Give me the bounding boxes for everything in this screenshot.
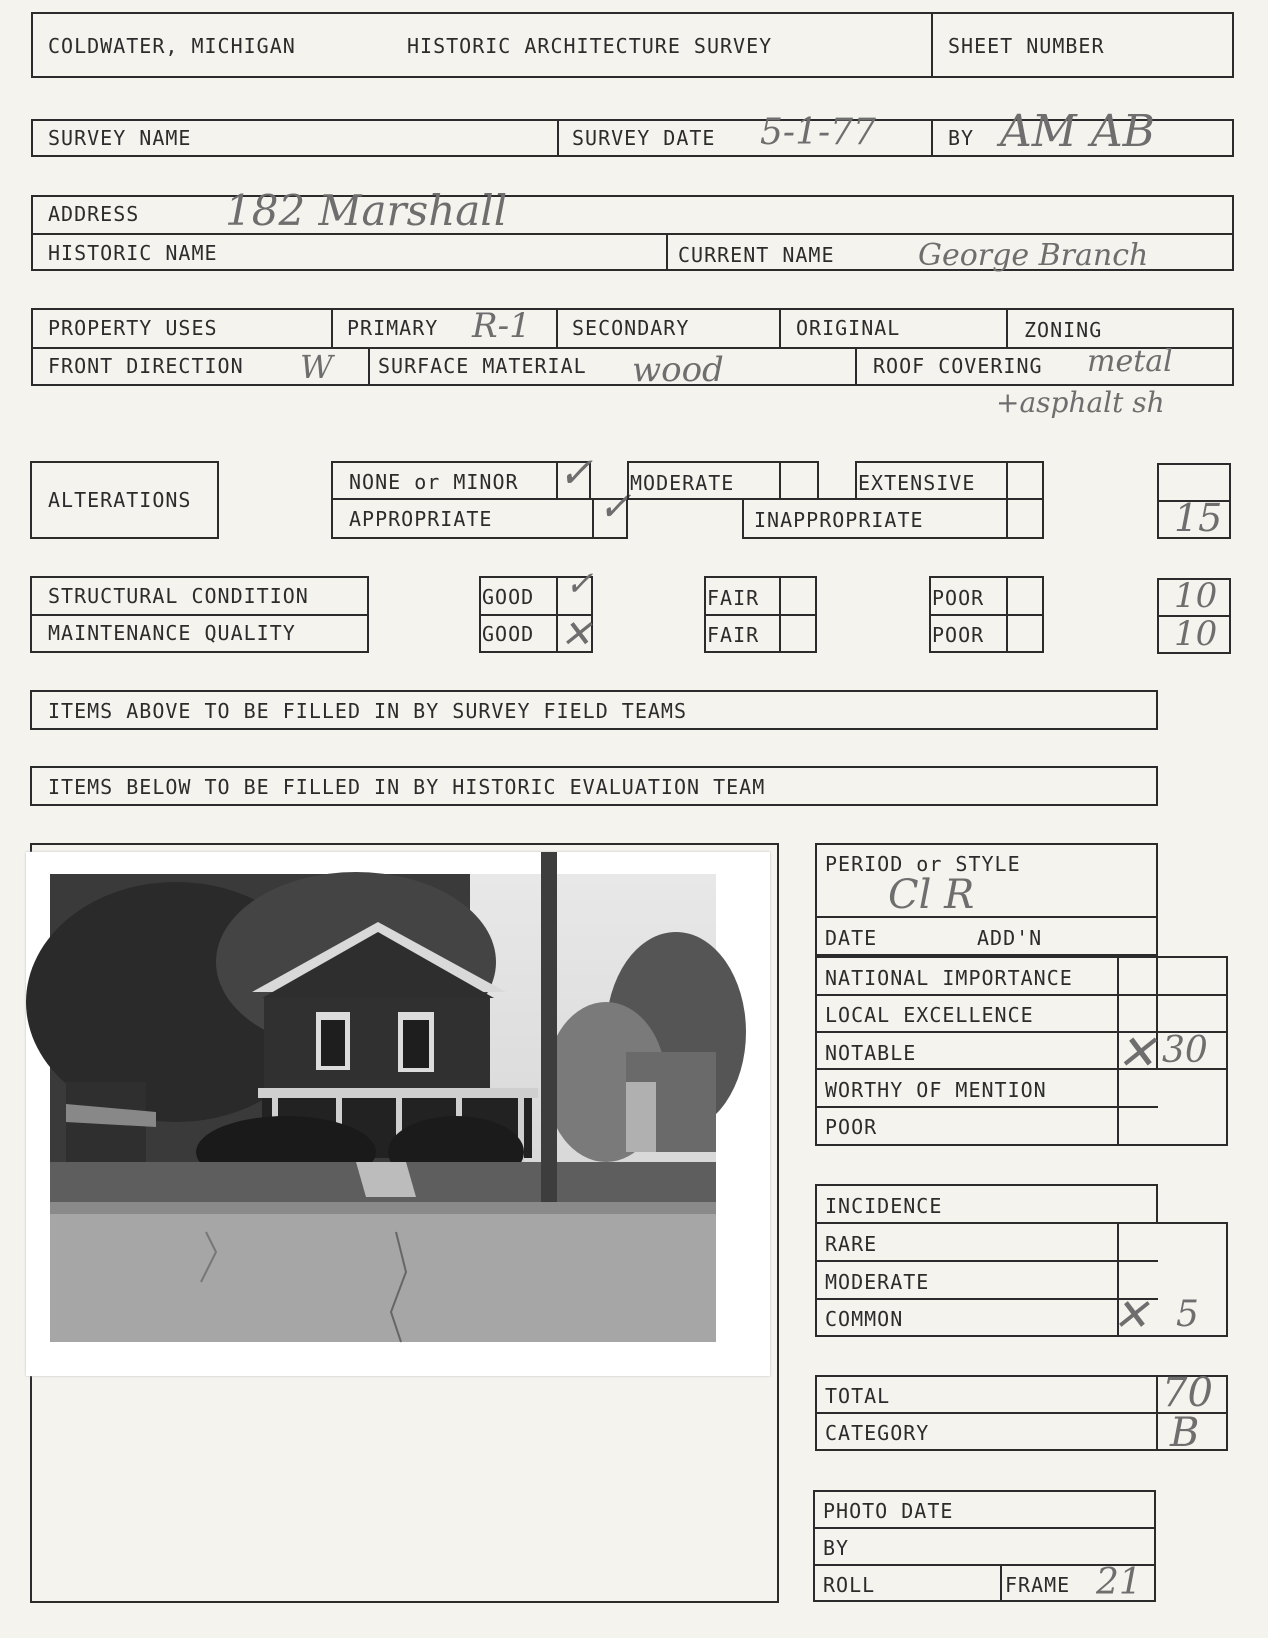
uses-col-2	[556, 308, 558, 347]
notable-label: NOTABLE	[825, 1041, 917, 1065]
roll-frame-divider	[1000, 1564, 1002, 1602]
header-divider	[931, 12, 933, 78]
front-direction-label: FRONT DIRECTION	[48, 354, 244, 378]
survey-date-value: 5-1-77	[760, 112, 876, 153]
structural-score: 10	[1174, 576, 1218, 616]
addn-label: ADD'N	[977, 926, 1043, 950]
structural-good-label: GOOD	[482, 585, 535, 609]
incidence-label: INCIDENCE	[825, 1194, 943, 1218]
inappropriate-divider	[1006, 498, 1008, 539]
good-divider-v	[556, 576, 558, 653]
above-note: ITEMS ABOVE TO BE FILLED IN BY SURVEY FIELD TEAMS	[48, 699, 688, 723]
moderate-divider	[779, 461, 781, 500]
house-photo-image	[26, 852, 770, 1376]
frame-value: 21	[1096, 1562, 1142, 1603]
survey-name-label: SURVEY NAME	[48, 126, 192, 150]
importance-row-4	[815, 1106, 1158, 1108]
below-note: ITEMS BELOW TO BE FILLED IN BY HISTORIC EVALUATION TEAM	[48, 775, 766, 799]
survey-divider-2	[931, 119, 933, 157]
primary-value: R-1	[472, 306, 531, 346]
appropriate-check: ✓	[598, 484, 632, 530]
inappropriate-label: INAPPROPRIATE	[754, 508, 924, 532]
address-label: ADDRESS	[48, 202, 140, 226]
historic-name-label: HISTORIC NAME	[48, 241, 218, 265]
structural-good-check: ✓	[565, 564, 594, 604]
importance-poor-label: POOR	[825, 1115, 878, 1139]
roof-covering-label: ROOF COVERING	[873, 354, 1043, 378]
secondary-label: SECONDARY	[572, 316, 690, 340]
national-importance-label: NATIONAL IMPORTANCE	[825, 966, 1073, 990]
none-minor-label: NONE or MINOR	[349, 470, 519, 494]
maintenance-quality-label: MAINTENANCE QUALITY	[48, 621, 296, 645]
house-photo	[26, 852, 770, 1376]
maintenance-good-label: GOOD	[482, 622, 535, 646]
roof-covering-value-2: +asphalt sh	[996, 386, 1165, 419]
notable-mark: ✕	[1116, 1025, 1157, 1081]
fair-divider-h	[704, 614, 817, 616]
total-value: 70	[1162, 1370, 1213, 1416]
period-label: PERIOD or STYLE	[825, 852, 1021, 876]
total-label: TOTAL	[825, 1384, 891, 1408]
period-value: Cl R	[888, 872, 975, 918]
maintenance-good-cross: ✕	[560, 612, 592, 656]
survey-title: HISTORIC ARCHITECTURE SURVEY	[407, 34, 773, 58]
appropriate-label: APPROPRIATE	[349, 507, 493, 531]
local-excellence-label: LOCAL EXCELLENCE	[825, 1003, 1034, 1027]
maintenance-poor-label: POOR	[932, 623, 985, 647]
appropriate-divider	[592, 498, 594, 539]
survey-by-value: AM AB	[1000, 106, 1155, 157]
totals-col	[1156, 1375, 1158, 1451]
property-uses-label: PROPERTY USES	[48, 316, 218, 340]
alterations-score: 15	[1174, 496, 1223, 540]
worthy-label: WORTHY OF MENTION	[825, 1078, 1047, 1102]
structural-condition-label: STRUCTURAL CONDITION	[48, 584, 309, 608]
current-name-value: George Branch	[918, 238, 1149, 273]
notable-score: 30	[1162, 1030, 1208, 1071]
poor-divider-v	[1006, 576, 1008, 653]
maintenance-fair-label: FAIR	[707, 623, 760, 647]
front-col-2	[855, 347, 857, 386]
category-value: B	[1170, 1410, 1200, 1456]
importance-row-1	[815, 994, 1228, 996]
rare-label: RARE	[825, 1232, 878, 1256]
maintenance-score: 10	[1174, 614, 1218, 654]
uses-divider	[31, 347, 1234, 349]
extensive-divider	[1006, 461, 1008, 500]
photo-date-label: PHOTO DATE	[823, 1499, 954, 1523]
sheet-number-label: SHEET NUMBER	[948, 34, 1105, 58]
survey-by-label: BY	[948, 126, 975, 150]
moderate-alteration-label: MODERATE	[630, 471, 735, 495]
frame-label: FRAME	[1005, 1573, 1071, 1597]
address-value: 182 Marshall	[225, 186, 508, 235]
alterations-label: ALTERATIONS	[48, 488, 192, 512]
importance-divider-2	[1156, 956, 1158, 1068]
fair-divider-v	[779, 576, 781, 653]
zoning-label: ZONING	[1024, 318, 1103, 342]
common-mark: ✕	[1112, 1290, 1149, 1341]
uses-col-4	[1006, 308, 1008, 347]
photo-by-label: BY	[823, 1536, 850, 1560]
survey-date-label: SURVEY DATE	[572, 126, 716, 150]
original-label: ORIGINAL	[796, 316, 901, 340]
incidence-row-2	[815, 1298, 1158, 1300]
common-label: COMMON	[825, 1307, 904, 1331]
primary-label: PRIMARY	[347, 316, 439, 340]
roll-label: ROLL	[823, 1573, 876, 1597]
city-label: COLDWATER, MICHIGAN	[48, 34, 296, 58]
extensive-label: EXTENSIVE	[858, 471, 976, 495]
incidence-moderate-label: MODERATE	[825, 1270, 930, 1294]
structural-poor-label: POOR	[932, 586, 985, 610]
condition-label-divider	[30, 614, 369, 616]
roof-covering-value-1: metal	[1087, 344, 1173, 379]
category-label: CATEGORY	[825, 1421, 930, 1445]
uses-col-1	[331, 308, 333, 347]
surface-material-value: wood	[632, 350, 724, 390]
photo-info-row-1	[813, 1527, 1156, 1529]
none-minor-check: ✓	[558, 448, 594, 497]
current-name-label: CURRENT NAME	[678, 243, 835, 267]
uses-col-3	[779, 308, 781, 347]
structural-fair-label: FAIR	[707, 586, 760, 610]
incidence-row-1	[815, 1260, 1158, 1262]
date-label: DATE	[825, 926, 878, 950]
surface-material-label: SURFACE MATERIAL	[378, 354, 587, 378]
front-direction-value: W	[300, 348, 333, 386]
historic-current-divider	[666, 233, 668, 271]
common-score: 5	[1176, 1294, 1199, 1335]
survey-divider-1	[557, 119, 559, 157]
front-col-1	[368, 347, 370, 386]
poor-divider-h	[929, 614, 1044, 616]
address-divider	[31, 233, 1234, 235]
